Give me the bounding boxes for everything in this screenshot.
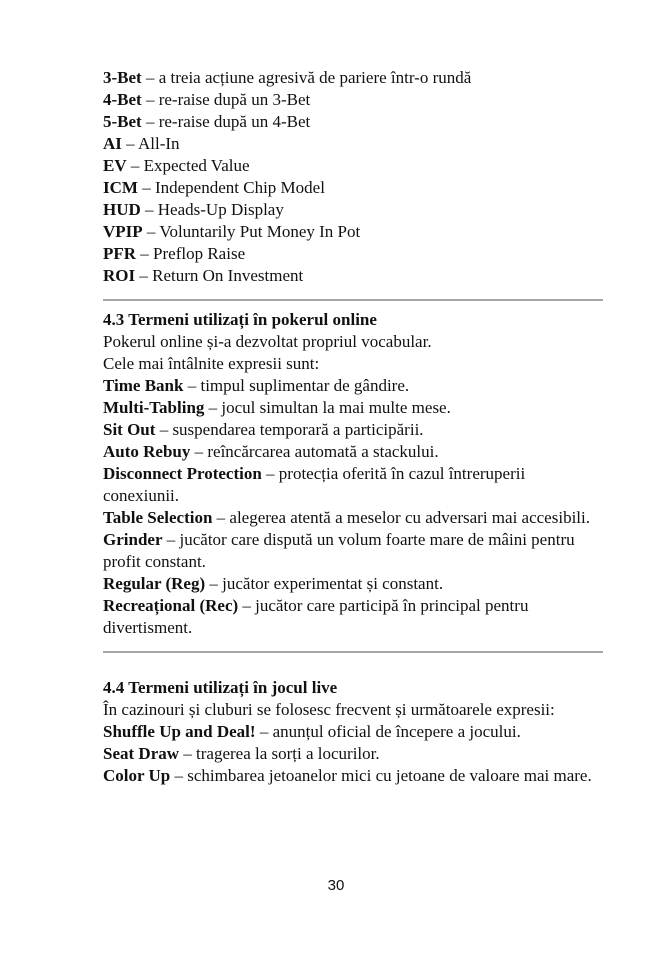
term: 5-Bet [103, 112, 142, 131]
definition: – schimbarea jetoanelor mici cu jetoane de valoare mai mare. [170, 766, 592, 785]
list-item [103, 89, 603, 111]
definition: – Expected Value [126, 156, 250, 175]
list-item [103, 419, 603, 441]
term: PFR [103, 244, 137, 263]
term: Sit Out [103, 420, 156, 439]
definition: – protecția oferită în cazul întreruperii conexiunii. [103, 464, 526, 505]
term: ICM [103, 178, 138, 197]
list-item [103, 375, 603, 397]
page-number: 30 [327, 877, 345, 894]
section-heading: 4.4 Termeni utilizați în jocul live [103, 678, 338, 697]
spacer [103, 661, 603, 677]
list-item [103, 743, 603, 765]
definition: – Heads-Up Display [140, 200, 284, 219]
list-item [103, 265, 603, 287]
list-item [103, 721, 603, 743]
term: Time Bank [103, 376, 184, 395]
term: HUD [103, 200, 141, 219]
definition: – re-raise după un 3-Bet [141, 90, 311, 109]
list-item [103, 507, 603, 529]
definition: – jocul simultan la mai multe mese. [204, 398, 451, 417]
term: Shuffle Up and Deal! [103, 722, 256, 741]
list-item [103, 765, 603, 787]
term: Recreațional (Rec) [103, 596, 239, 615]
term: VPIP [103, 222, 143, 241]
list-item [103, 397, 603, 419]
definition: – alegerea atentă a meselor cu adversari mai accesibili. [212, 508, 590, 527]
list-item [103, 595, 603, 639]
paragraph: Pokerul online și-a dezvoltat propriul vocabular. [103, 332, 432, 351]
definition: – jucător care participă în principal pentru divertisment. [103, 596, 529, 637]
list-item [103, 243, 603, 265]
term: Multi-Tabling [103, 398, 205, 417]
term: Regular (Reg) [103, 574, 206, 593]
term: 3-Bet [103, 68, 142, 87]
term: Auto Rebuy [103, 442, 191, 461]
definition: – Independent Chip Model [137, 178, 325, 197]
section-divider [103, 651, 603, 653]
definition: – re-raise după un 4-Bet [141, 112, 311, 131]
section-online [103, 309, 603, 639]
term: AI [103, 134, 122, 153]
definition: – Return On Investment [135, 266, 304, 285]
definition: – anunțul oficial de începere a jocului. [255, 722, 521, 741]
list-item [103, 133, 603, 155]
definition: – reîncărcarea automată a stackului. [190, 442, 439, 461]
term: Table Selection [103, 508, 213, 527]
section-heading: 4.3 Termeni utilizați în pokerul online [103, 310, 377, 329]
list-item [103, 155, 603, 177]
list-item [103, 177, 603, 199]
definition: – timpul suplimentar de gândire. [183, 376, 410, 395]
section-divider [103, 299, 603, 301]
term: Disconnect Protection [103, 464, 262, 483]
list-item [103, 573, 603, 595]
list-item [103, 441, 603, 463]
term: 4-Bet [103, 90, 142, 109]
list-item [103, 221, 603, 243]
page-body [103, 67, 603, 787]
term: Color Up [103, 766, 171, 785]
list-item [103, 463, 603, 507]
section-live [103, 677, 603, 787]
definition: – tragerea la sorți a locurilor. [179, 744, 380, 763]
list-item [103, 111, 603, 133]
definition: – jucător care dispută un volum foarte mare de mâini pentru profit constant. [103, 530, 575, 571]
term: Seat Draw [103, 744, 180, 763]
definition: – suspendarea temporară a participării. [155, 420, 424, 439]
list-item [103, 199, 603, 221]
term: ROI [103, 266, 136, 285]
paragraph: Cele mai întâlnite expresii sunt: [103, 354, 320, 373]
definition: – Voluntarily Put Money In Pot [142, 222, 361, 241]
definition: – jucător experimentat și constant. [205, 574, 444, 593]
definition: – All-In [121, 134, 180, 153]
term: Grinder [103, 530, 163, 549]
paragraph: În cazinouri și cluburi se folosesc frecvent și următoarele expresii: [103, 700, 555, 719]
list-item [103, 529, 603, 573]
abbreviations-list [103, 67, 603, 287]
definition: – Preflop Raise [136, 244, 246, 263]
definition: – a treia acțiune agresivă de pariere într-o rundă [141, 68, 472, 87]
term: EV [103, 156, 127, 175]
list-item [103, 67, 603, 89]
